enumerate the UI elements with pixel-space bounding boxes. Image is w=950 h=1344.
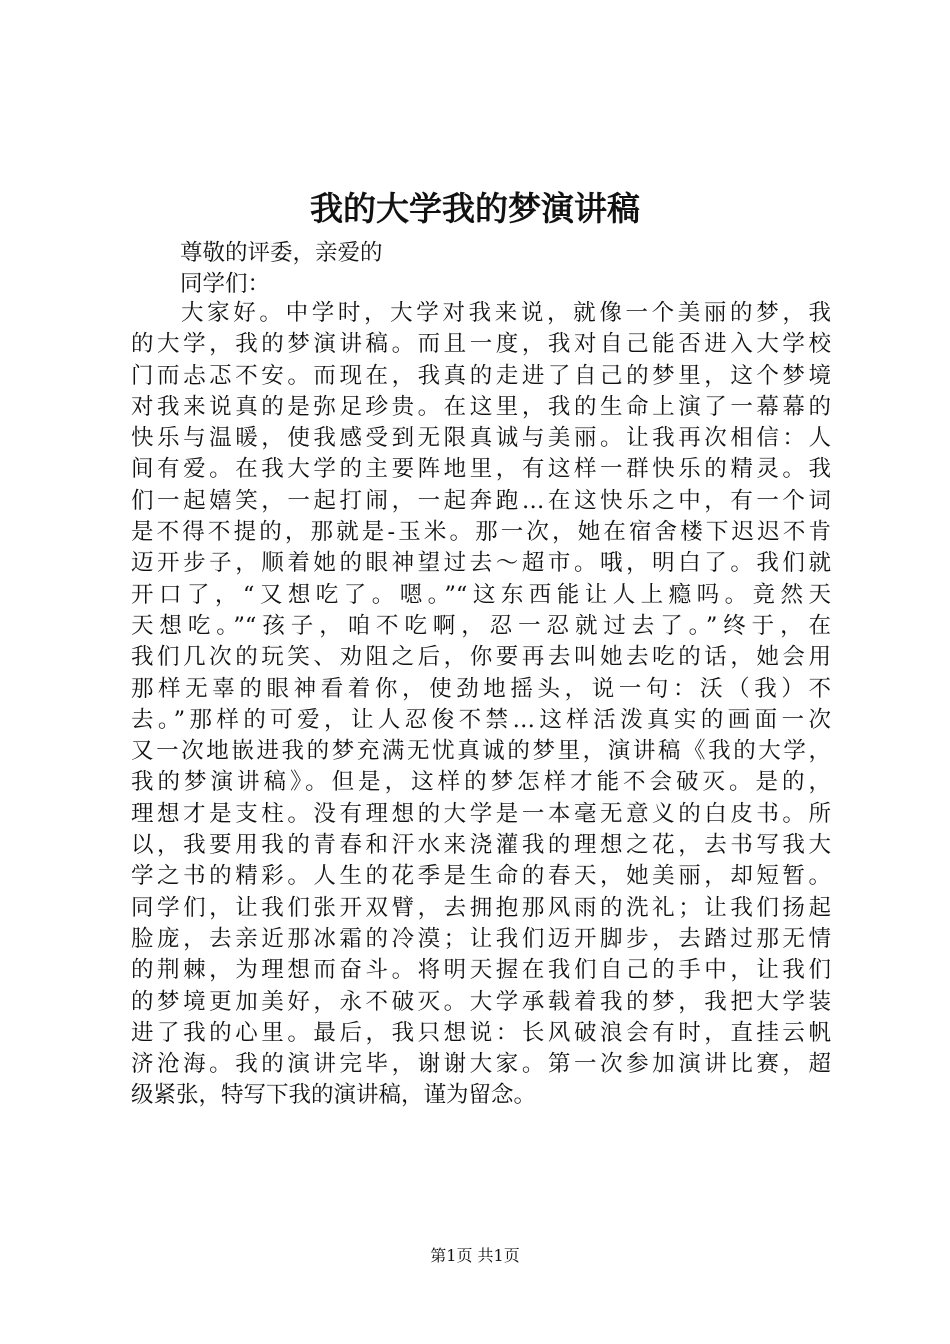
body-line: 天想吃。”“孩子，咱不吃啊，忍一忍就过去了。”终于，在 (131, 612, 831, 639)
salutation-line-1: 尊敬的评委，亲爱的 (180, 240, 383, 266)
body-line: 们一起嬉笑，一起打闹，一起奔跑…在这快乐之中，有一个词 (131, 487, 831, 514)
body-line: 间有爱。在我大学的主要阵地里，有这样一群快乐的精灵。我 (131, 456, 831, 483)
document-title: 我的大学我的梦演讲稿 (310, 189, 640, 228)
body-line: 迈开步子，顺着她的眼神望过去～超市。哦，明白了。我们就 (131, 550, 831, 577)
body-line: 是不得不提的，那就是-玉米。那一次，她在宿舍楼下迟迟不肯 (131, 519, 831, 546)
body-line: 快乐与温暖，使我感受到无限真诚与美丽。让我再次相信：人 (131, 425, 831, 452)
body-line: 同学们，让我们张开双臂，去拥抱那风雨的洗礼；让我们扬起 (131, 894, 831, 921)
body-line: 的荆棘，为理想而奋斗。将明天握在我们自己的手中，让我们 (131, 957, 831, 984)
speech-body (131, 298, 831, 1112)
page-number-footer: 第1页 共1页 (430, 1246, 520, 1265)
salutation-line-2: 同学们： (180, 271, 271, 297)
body-line: 脸庞，去亲近那冰霜的冷漠；让我们迈开脚步，去踏过那无情 (131, 925, 831, 952)
body-line: 门而忐忑不安。而现在，我真的走进了自己的梦里，这个梦境 (131, 362, 831, 389)
body-line: 那样无辜的眼神看着你，使劲地摇头，说一句：沃（我）不 (131, 675, 831, 702)
body-line: 学之书的精彩。人生的花季是生命的春天，她美丽，却短暂。 (131, 863, 831, 890)
body-line: 的梦境更加美好，永不破灭。大学承载着我的梦，我把大学装 (131, 988, 831, 1015)
body-line: 我的梦演讲稿》。但是，这样的梦怎样才能不会破灭。是的， (131, 769, 831, 796)
body-line: 级紧张，特写下我的演讲稿，谨为留念。 (131, 1082, 537, 1109)
body-line: 去。”那样的可爱，让人忍俊不禁…这样活泼真实的画面一次 (131, 706, 831, 733)
body-line: 我们几次的玩笑、劝阻之后，你要再去叫她去吃的话，她会用 (131, 644, 831, 671)
body-line: 济沧海。我的演讲完毕，谢谢大家。第一次参加演讲比赛，超 (131, 1051, 831, 1078)
body-line: 的大学，我的梦演讲稿。而且一度，我对自己能否进入大学校 (131, 331, 831, 358)
body-line: 以，我要用我的青春和汗水来浇灌我的理想之花，去书写我大 (131, 832, 831, 859)
body-line: 又一次地嵌进我的梦充满无忧真诚的梦里，演讲稿《我的大学， (131, 738, 831, 765)
body-line: 开口了，“又想吃了。嗯。”“这东西能让人上瘾吗。竟然天 (131, 581, 831, 608)
body-line: 大家好。中学时，大学对我来说，就像一个美丽的梦，我 (181, 300, 831, 326)
body-line: 对我来说真的是弥足珍贵。在这里，我的生命上演了一幕幕的 (131, 393, 831, 420)
body-line: 进了我的心里。最后，我只想说：长风破浪会有时，直挂云帆 (131, 1019, 831, 1046)
body-line: 理想才是支柱。没有理想的大学是一本毫无意义的白皮书。所 (131, 800, 831, 827)
